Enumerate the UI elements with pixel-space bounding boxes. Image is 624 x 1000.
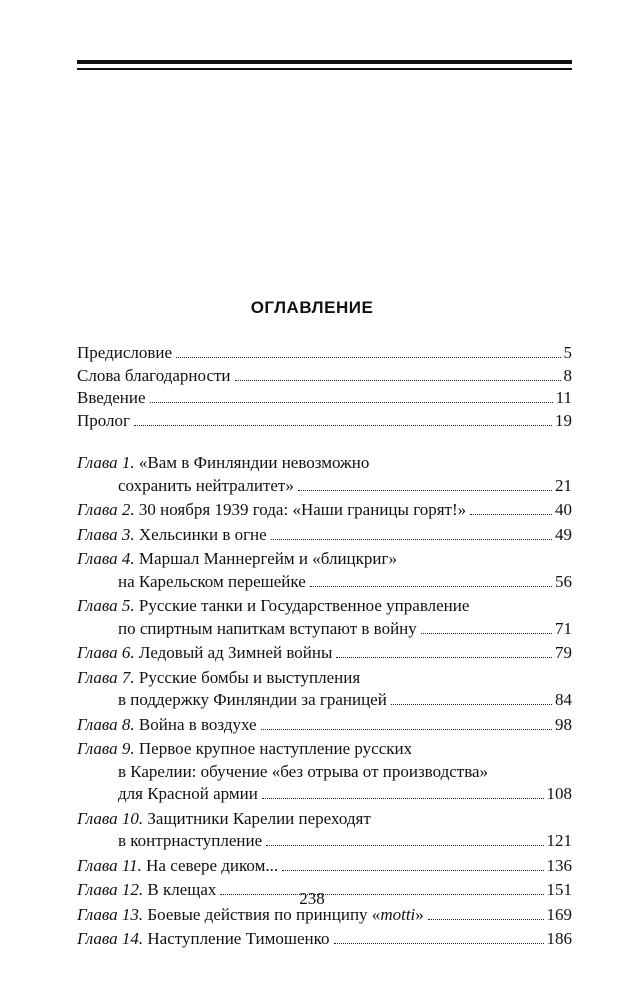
chapter-line — [77, 499, 572, 522]
chapter-title-text: сохранить нейтралитет» — [118, 475, 294, 495]
chapter-page: 186 — [546, 929, 572, 948]
chapter-line — [77, 475, 572, 498]
chapter-title-text: в контрнаступление — [118, 831, 263, 850]
chapter-entry — [77, 855, 572, 878]
chapter-page: 169 — [546, 904, 572, 924]
chapter-title-text: в Карелии: обучение «без отрыва от производства» — [118, 761, 489, 781]
chapter-title-text: Первое крупное наступление русских — [138, 739, 413, 758]
chapter-entry — [77, 595, 572, 640]
toc-entry-page: 8 — [563, 365, 572, 385]
dot-leader — [428, 919, 544, 920]
chapter-line — [77, 761, 572, 784]
chapter-number: Глава 3. — [77, 524, 135, 544]
chapter-page: 21 — [555, 475, 572, 495]
toc-entry — [77, 410, 572, 433]
toc-entry — [77, 387, 572, 410]
chapter-title-text: в поддержку Финляндии за границей — [118, 690, 387, 709]
chapter-line — [77, 452, 572, 475]
chapter-line — [77, 524, 572, 547]
chapter-number: Глава 9. — [77, 739, 135, 758]
chapter-title-line — [118, 783, 258, 806]
chapter-title-line — [77, 499, 466, 522]
chapter-list — [77, 452, 572, 953]
chapter-line — [77, 689, 572, 712]
chapter-page: 84 — [555, 690, 572, 709]
chapter-title-line — [118, 830, 262, 853]
chapter-title-line — [77, 928, 330, 951]
chapter-title-text: на Карельском перешейке — [118, 571, 306, 591]
chapter-entry — [77, 738, 572, 806]
chapter-title-tail: » — [415, 904, 424, 924]
dot-leader — [421, 633, 552, 634]
chapter-title-text: Русские бомбы и выступления — [138, 667, 361, 687]
chapter-line — [77, 928, 572, 951]
chapter-title-text: 30 ноября 1939 года: «Наши границы горят!» — [138, 500, 467, 519]
chapter-page: 71 — [555, 618, 572, 638]
chapter-entry — [77, 499, 572, 522]
chapter-line — [77, 595, 572, 618]
front-matter-list — [77, 342, 572, 432]
chapter-line — [77, 618, 572, 641]
chapter-line — [77, 642, 572, 665]
dot-leader — [150, 402, 553, 403]
chapter-title-line — [77, 596, 469, 615]
chapter-line — [77, 667, 572, 690]
chapter-title-line — [77, 549, 397, 568]
chapter-title-emphasis: motti — [380, 904, 416, 924]
chapter-title-text: В клещах — [147, 880, 217, 899]
chapter-title-line — [118, 475, 294, 498]
chapter-page: 79 — [555, 643, 572, 662]
toc-entry-page: 5 — [563, 343, 572, 362]
chapter-title-text: по спиртным напиткам вступают в войну — [118, 618, 417, 638]
chapter-number: Глава 7. — [77, 667, 135, 687]
dot-leader — [271, 539, 552, 540]
chapter-title-text: Маршал Маннергейм и «блицкриг» — [138, 549, 397, 568]
chapter-line — [77, 855, 572, 878]
chapter-number: Глава 13. — [77, 904, 144, 924]
chapter-page: 136 — [546, 855, 572, 875]
chapter-line — [77, 738, 572, 761]
toc-entry-page: 11 — [555, 388, 572, 407]
chapter-title-line — [77, 714, 257, 737]
dot-leader — [262, 798, 544, 799]
chapter-number: Глава 2. — [77, 500, 135, 519]
toc-entry-page: 19 — [555, 410, 572, 430]
chapter-number: Глава 5. — [77, 596, 135, 615]
chapter-title-text: для Красной армии — [118, 784, 258, 803]
header-rule-thick — [77, 60, 572, 64]
dot-leader — [310, 586, 552, 587]
chapter-page: 49 — [555, 524, 572, 544]
chapter-title-text: Хельсинки в огне — [138, 524, 267, 544]
toc-entry-label: Пролог — [77, 410, 131, 430]
chapter-number: Глава 1. — [77, 453, 135, 472]
chapter-title-line — [77, 642, 332, 665]
chapter-number: Глава 12. — [77, 880, 144, 899]
chapter-title-line — [77, 809, 371, 828]
header-rule-thin — [77, 68, 572, 70]
toc-entry-label: Слова благодарности — [77, 365, 231, 385]
dot-leader — [298, 490, 552, 491]
page-title: ОГЛАВЛЕНИЕ — [250, 298, 374, 317]
chapter-number: Глава 11. — [77, 855, 142, 875]
dot-leader — [266, 845, 543, 846]
chapter-title-text: Защитники Карелии переходят — [147, 808, 371, 828]
chapter-entry — [77, 714, 572, 737]
chapter-entry — [77, 548, 572, 593]
chapter-title-text: Наступление Тимошенко — [147, 929, 330, 948]
toc-entry-label: Введение — [77, 388, 146, 407]
dot-leader — [176, 357, 560, 358]
chapter-line — [77, 571, 572, 594]
chapter-entry — [77, 524, 572, 547]
dot-leader — [336, 657, 552, 658]
chapter-number: Глава 8. — [77, 714, 135, 734]
chapter-number: Глава 4. — [77, 549, 135, 568]
chapter-title-text: Война в воздухе — [138, 714, 257, 734]
chapter-title-line — [118, 618, 417, 641]
dot-leader — [261, 729, 552, 730]
chapter-title-line — [77, 668, 360, 687]
chapter-title-line — [77, 855, 278, 878]
dot-leader — [235, 380, 561, 381]
chapter-title-line — [77, 739, 412, 758]
chapter-title-text: Боевые действия по принципу « — [147, 904, 381, 924]
chapter-title-line — [77, 453, 369, 472]
chapter-page: 40 — [555, 500, 572, 519]
chapter-title-line — [118, 762, 488, 781]
toc-entry — [77, 365, 572, 388]
chapter-page: 121 — [546, 831, 572, 850]
dot-leader — [470, 514, 552, 515]
chapter-title-text: «Вам в Финляндии невозможно — [138, 453, 370, 472]
chapter-title-line — [118, 571, 306, 594]
chapter-page: 98 — [555, 714, 572, 734]
toc-entry — [77, 342, 572, 365]
chapter-line — [77, 783, 572, 806]
toc-entry-label: Предисловие — [77, 343, 173, 362]
page-number: 238 — [299, 889, 325, 908]
dot-leader — [334, 943, 544, 944]
chapter-page: 151 — [546, 880, 572, 899]
chapter-title-text: Ледовый ад Зимней войны — [138, 643, 333, 662]
dot-leader — [391, 704, 552, 705]
chapter-title-line — [118, 689, 387, 712]
chapter-entry — [77, 808, 572, 853]
chapter-number: Глава 6. — [77, 643, 135, 662]
chapter-entry — [77, 452, 572, 497]
chapter-entry — [77, 667, 572, 712]
chapter-title-text: На севере диком... — [146, 855, 279, 875]
chapter-page: 108 — [546, 784, 572, 803]
chapter-entry — [77, 928, 572, 951]
chapter-line — [77, 808, 572, 831]
dot-leader — [134, 425, 552, 426]
chapter-line — [77, 714, 572, 737]
chapter-number: Глава 14. — [77, 929, 144, 948]
chapter-entry — [77, 642, 572, 665]
chapter-line — [77, 548, 572, 571]
chapter-line — [77, 830, 572, 853]
dot-leader — [282, 870, 543, 871]
chapter-page: 56 — [555, 571, 572, 591]
chapter-number: Глава 10. — [77, 808, 144, 828]
chapter-title-line — [77, 524, 267, 547]
chapter-title-text: Русские танки и Государственное управление — [138, 596, 470, 615]
